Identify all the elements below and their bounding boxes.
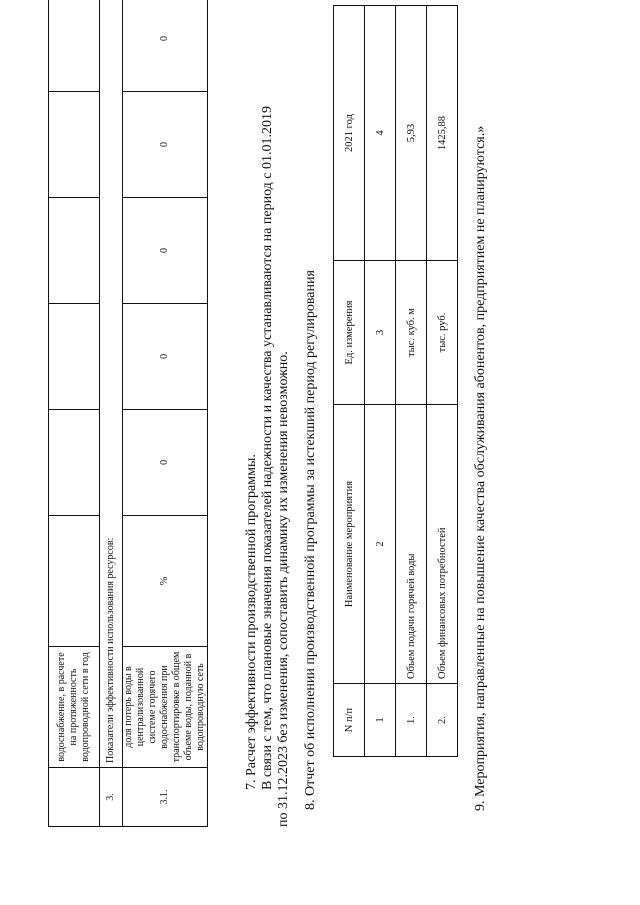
row-value: 5,93 — [396, 6, 427, 261]
table-cell — [49, 303, 100, 409]
row-value: 0 — [123, 409, 208, 515]
row-unit: тыс. куб. м — [396, 261, 427, 405]
table-row — [49, 0, 100, 827]
row-name: Объем финансовых потребностей — [427, 405, 458, 684]
section-7-text-line2: по 31.12.2023 без изменения, сопоставить динамику их изменения невозможно. — [276, 351, 291, 827]
row-number: 3.1. — [123, 768, 208, 827]
table-cell — [49, 768, 100, 827]
row-value: 0 — [123, 92, 208, 198]
row-number: 1. — [396, 684, 427, 757]
row-value: 0 — [123, 0, 208, 92]
section-7-text-line1: В связи с тем, что плановые значения показателей надежности и качества устанавливаются на период с 01.01.2019 — [260, 105, 275, 790]
row-value: 0 — [123, 303, 208, 409]
header-cell: N п/п — [334, 684, 365, 757]
header-cell: Наименование мероприятия — [334, 405, 365, 684]
table-cell — [49, 409, 100, 515]
numbering-cell: 1 — [365, 684, 396, 757]
row-number: 2. — [427, 684, 458, 757]
table-row — [396, 6, 427, 757]
section-title: Показатели эффективности использования ресурсов: — [100, 0, 123, 768]
header-cell: Ед. измерения — [334, 261, 365, 405]
row-name: доля потерь воды в централизованной системе горячего водоснабжения при транспортировке в общем объеме воды, поданной в водопроводную сеть — [123, 647, 208, 768]
row-value: 1425,88 — [427, 6, 458, 261]
table-cell — [49, 198, 100, 304]
numbering-row — [365, 6, 396, 757]
section-number: 3. — [100, 768, 123, 827]
section-7-title: 7. Расчет эффективности производственной программы. — [244, 454, 259, 790]
row-name: Объем подачи горячей воды — [396, 405, 427, 684]
table-cell — [49, 92, 100, 198]
row-value: 0 — [123, 198, 208, 304]
report-table — [333, 5, 458, 757]
indicators-table — [48, 0, 208, 827]
table-row — [123, 0, 208, 827]
table-cell — [49, 515, 100, 646]
numbering-cell: 2 — [365, 405, 396, 684]
continued-name-cell: водоснабжение, в расчете на протяженность водопроводной сети в год — [49, 647, 100, 768]
numbering-cell: 3 — [365, 261, 396, 405]
table-row — [427, 6, 458, 757]
section-9-text: 9. Мероприятия, направленные на повышение качества обслуживания абонентов, предприятием не планируются.» — [473, 125, 488, 811]
table-header-row — [334, 6, 365, 757]
row-unit: тыс. руб. — [427, 261, 458, 405]
section-8-title: 8. Отчет об исполнении производственной программы за истекший период регулирования — [303, 270, 318, 810]
header-cell: 2021 год — [334, 6, 365, 261]
row-unit: % — [123, 515, 208, 646]
numbering-cell: 4 — [365, 6, 396, 261]
section-row — [100, 0, 123, 827]
table-cell — [49, 0, 100, 92]
